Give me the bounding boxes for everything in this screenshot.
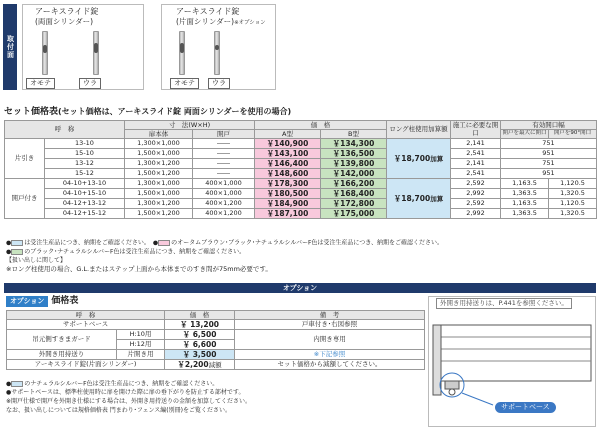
lock-front-image [179,31,185,75]
row-body: 1,300×1,000 [125,179,193,189]
col-type-b: B型 [321,130,387,139]
front-label: オモテ [26,78,55,89]
long-post-addon [387,139,451,179]
col-type-a: A型 [255,130,321,139]
opt-outer-sub: 片開き用 [117,350,165,360]
col-opening: 施工に必要な開口 [451,121,501,139]
cylinder-icon [43,45,47,53]
opt-note-2: ●サポートベースは、標準柱使用時に扉を開けた際に扉の垂下がりを防止する部材です。 [6,389,245,396]
price-a: ￥178,300 [255,179,321,189]
side-tab-mounting [3,4,17,90]
wheel-icon [449,389,455,395]
row-opening: 2,141 [451,159,501,169]
swatch-blue [11,240,23,246]
row-side: 400×1,000 [193,189,255,199]
row-body: 1,500×1,000 [125,149,193,159]
note-2: のブラック･ナチュラルシルバーF色は受注生産品につき、納期をご確認ください。 [24,248,246,256]
group2-subtitle [176,18,266,27]
opt-col-price: 価 格 [165,311,235,320]
opt-guard-name: 吊元側すきまガード [7,330,117,350]
group1-title: アーキスライド錠 [35,7,99,16]
row-opening: 2,992 [451,189,501,199]
opt-support-price: ￥ 13,200 [165,320,235,330]
row-eff-max: 1,163.5 [501,179,549,189]
addon-suffix: 加算 [430,154,444,163]
group-label-sliding: 片引き [5,139,45,179]
row-opening: 2,141 [451,139,501,149]
option-price-title [6,296,78,307]
row-body: 1,300×1,200 [125,159,193,169]
col-eff-90: 開戸を90°開口 [549,130,597,139]
opt-support-remark: 戸車付き･右図参照 [235,320,425,330]
price-a: ￥184,900 [255,199,321,209]
lock-front-image [42,31,48,75]
price-a: ￥143,100 [255,149,321,159]
row-effective: 751 [501,159,597,169]
opt-outer-price: ￥ 3,500 [165,350,235,360]
row-body: 1,300×1,000 [125,139,193,149]
price-b: ￥168,400 [321,189,387,199]
row-opening: 2,541 [451,149,501,159]
set-price-subtitle: (セット価格は、アーキスライド錠 両面シリンダーを使用の場合) [58,107,292,116]
set-price-table [4,120,597,219]
option-section-bar [4,283,596,293]
note-made-to-order-2: ● のブラック･ナチュラルシルバーF色は受注生産品につき、納期をご確認ください。 [6,248,246,256]
row-name: 04-12+15-12 [45,209,125,219]
price-b: ￥172,800 [321,199,387,209]
row-name: 13-10 [45,139,125,149]
price-b: ￥142,000 [321,169,387,179]
price-a: ￥148,600 [255,169,321,179]
row-body: 1,500×1,200 [125,169,193,179]
note-1b: のオータムブラウン･ブラック･ナチュラルシルバーF色は受注生産品につき、納期をご確認ください。 [171,239,444,247]
price-a: ￥140,900 [255,139,321,149]
row-eff-90: 1,120.5 [549,179,597,189]
side-tab-label: 取付面 [6,35,15,59]
price-b: ￥139,800 [321,159,387,169]
note-long-post: ※ロング柱使用の場合、G.L.またはステップ上面から本体までのすき間が75mm必要です。 [6,265,272,273]
opt-lock-remark: セット価格から減額してください。 [235,360,425,370]
row-side: 400×1,200 [193,209,255,219]
row-eff-90: 1,120.5 [549,199,597,209]
row-effective: 951 [501,149,597,159]
opt-support-name: サポートベース [7,320,165,330]
row-name: 15-12 [45,169,125,179]
long-post-addon [387,179,451,219]
opt-outer-name: 外開き用持送り [7,350,117,360]
row-effective: 751 [501,139,597,149]
cylinder-icon [94,43,98,53]
opt-note-1-text: のナチュラルシルバーF色は受注生産品につき、納期をご確認ください。 [24,380,219,388]
col-door-body: 扉本体 [125,130,193,139]
support-base-callout: サポートベース [495,402,556,413]
set-price-title [4,108,291,117]
price-b: ￥175,000 [321,209,387,219]
row-effective: 951 [501,169,597,179]
row-name: 04-12+13-12 [45,199,125,209]
price-a: ￥187,100 [255,209,321,219]
price-b: ￥136,500 [321,149,387,159]
option-badge: オプション [6,296,48,307]
opt-lock-name: アーキスライド錠(片面シリンダー) [7,360,165,370]
row-eff-max: 1,363.5 [501,189,549,199]
row-side: ―― [193,159,255,169]
row-side: ―― [193,169,255,179]
row-name: 04-10+13-10 [45,179,125,189]
row-eff-max: 1,163.5 [501,199,549,209]
note-1a: は受注生産品につき、納期をご確認ください。 [24,239,147,247]
opt-note-3: ※開戸仕様で開戸を外開き仕様にする場合は、外開き用持送りの金額を加算してください。 [6,398,252,405]
option-title-text: 価格表 [51,296,79,306]
row-eff-90: 1,320.5 [549,189,597,199]
row-name: 15-10 [45,149,125,159]
addon-value: ￥18,700 [393,153,431,163]
row-opening: 2,992 [451,209,501,219]
group2-option-note: ※オプション [234,20,266,26]
col-price: 価 格 [255,121,387,130]
row-eff-max: 1,363.5 [501,209,549,219]
back-label: ウラ [208,78,230,89]
row-eff-90: 1,320.5 [549,209,597,219]
row-body: 1,500×1,000 [125,189,193,199]
opt-lock-price-value: ￥2,200 [177,359,209,369]
front-label: オモテ [170,78,199,89]
opt-guard10-sub: H:10用 [117,330,165,340]
opt-guard-remark: 内開き専用 [235,330,425,350]
row-opening: 2,592 [451,199,501,209]
price-b: ￥166,200 [321,179,387,189]
row-side: 400×1,000 [193,179,255,189]
opt-col-name: 呼 称 [7,311,165,320]
opt-guard10-price: ￥ 6,500 [165,330,235,340]
set-price-title-text: セット価格表 [4,107,59,117]
group2-title: アーキスライド錠 [176,7,240,16]
col-side-door: 開戸 [193,130,255,139]
support-base-part [445,381,459,389]
opt-guard12-price: ￥ 6,600 [165,340,235,350]
opt-outer-remark: ※下記参照 [235,350,425,360]
row-opening: 2,541 [451,169,501,179]
opt-note-1: ● のナチュラルシルバーF色は受注生産品につき、納期をご確認ください。 [6,380,219,388]
row-body: 1,500×1,200 [125,209,193,219]
addon-suffix: 加算 [430,194,444,203]
row-body: 1,300×1,200 [125,199,193,209]
back-label: ウラ [79,78,101,89]
lock-back-image [93,31,99,75]
group2-subtitle-text: (片面シリンダー) [176,17,235,26]
col-name: 呼 称 [5,121,125,139]
price-b: ￥134,300 [321,139,387,149]
group1-subtitle: (両面シリンダー) [35,17,94,26]
group-label-with-side-door: 開戸付き [5,179,45,219]
row-opening: 2,592 [451,179,501,189]
opt-lock-price [165,360,235,370]
thumbturn-icon [215,45,219,50]
option-price-table [6,310,425,370]
swatch-pink [158,240,170,246]
row-name: 13-12 [45,159,125,169]
row-side: 400×1,200 [193,199,255,209]
opt-note-4: なお、扱い出しについては規格価格表 門まわり･フェンス編(別冊)をご覧ください。 [6,407,231,414]
lock-back-image [214,31,220,75]
price-a: ￥180,500 [255,189,321,199]
opt-col-remarks: 備 考 [235,311,425,320]
swatch-blue [11,381,23,387]
ref-page-note: 外開き用持送りは、P.441を参照ください。 [436,298,572,309]
opt-lock-price-suffix: 減額 [208,360,222,369]
addon-value: ￥18,700 [393,193,431,203]
col-eff-max: 開戸を最大に開口 [501,130,549,139]
note-made-to-order-1: ● は受注生産品につき、納期をご確認ください。 ● のオータムブラウン･ブラック･ナチュラルシルバーF色は受注生産品につき、納期をご確認ください。 [6,239,444,247]
row-side: ―― [193,149,255,159]
gate-frame [441,325,591,381]
callout-line [462,393,493,405]
swatch-green [11,249,23,255]
row-name: 04-10+15-10 [45,189,125,199]
product-group-double-cylinder [22,4,144,90]
col-dims: 寸 法(W×H) [125,121,255,130]
col-long-post: ロング柱使用加算額 [387,121,451,139]
cylinder-icon [180,43,184,53]
price-a: ￥146,400 [255,159,321,169]
option-bar-label: オプション [282,283,318,292]
col-effective: 有効開口幅 [501,121,597,130]
opt-guard12-sub: H:12用 [117,340,165,350]
note-handling: 【扱い出しに関して】 [6,257,67,264]
row-side: ―― [193,139,255,149]
product-group-single-cylinder [161,4,276,90]
